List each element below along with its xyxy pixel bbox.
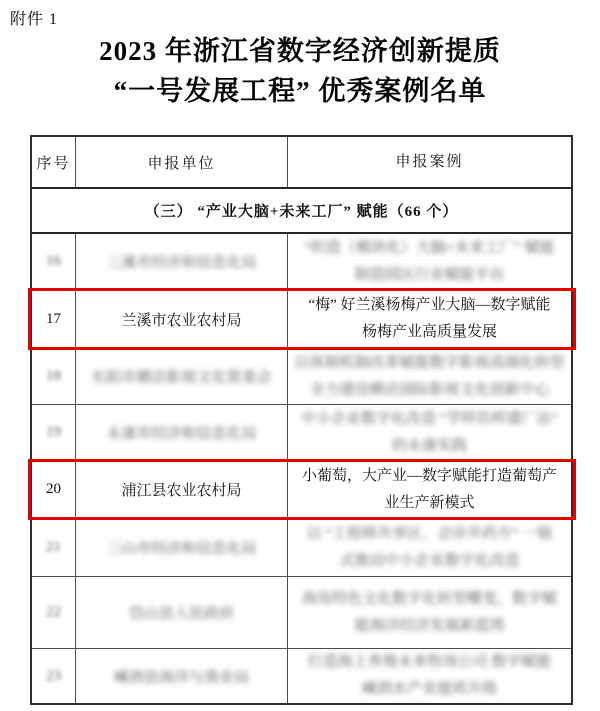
table-row-17-highlighted xyxy=(32,290,571,349)
case-line-2: 业生产新模式 xyxy=(384,494,475,511)
row-number: 21 xyxy=(32,519,76,576)
case-line-1: 打造海上养殖未来牧场公司 数字赋能 xyxy=(307,654,552,670)
document-title xyxy=(0,31,600,111)
table-row-21 xyxy=(32,519,571,577)
table-row-23 xyxy=(32,649,571,703)
row-number: 16 xyxy=(32,234,76,289)
row-unit: 兰溪市农业农村局 xyxy=(76,290,288,348)
header-case: 申报案例 xyxy=(395,153,464,170)
case-line-2: 杨梅产业高质量发展 xyxy=(361,324,497,340)
section-header-label: （三） “产业大脑+未来工厂” 赋能（66 个） xyxy=(144,204,459,220)
case-line-2: 全力建设横店国际影视文化创新中心 xyxy=(309,381,550,398)
row-number: 17 xyxy=(32,290,76,348)
row-number: 20 xyxy=(32,461,76,518)
row-case xyxy=(288,649,571,703)
row-unit: 东阳市横店影视文化管委会 xyxy=(76,349,288,404)
cases-table xyxy=(30,135,573,705)
row-case xyxy=(288,519,571,576)
row-number: 23 xyxy=(32,649,76,703)
case-line-1: 海岛特色文化数字化转型蝶变，数字赋 xyxy=(301,590,557,607)
row-number: 22 xyxy=(32,577,76,648)
case-line-1: 中小企业数字化改造 “学样仿样建厂法” xyxy=(300,410,559,427)
title-line-1: 2023 年浙江省数字经济创新提质 xyxy=(99,36,501,66)
row-unit: 三溪市经济和信息化局 xyxy=(76,234,288,289)
row-unit: 三山市经济和信息化局 xyxy=(76,519,288,576)
table-row-22 xyxy=(32,577,571,649)
row-case xyxy=(288,234,571,289)
table-row-18 xyxy=(32,349,571,405)
case-line-1: 小葡萄，大产业—数字赋能打造葡萄产 xyxy=(301,467,557,484)
attachment-label: 附件 1 xyxy=(10,11,59,28)
row-case xyxy=(288,461,571,518)
case-line-1: 以体制机制改革赋能数字影视高端化转型 xyxy=(294,354,565,371)
case-line-2: 嵊泗水产业提质升级 xyxy=(361,681,497,697)
header-no: 序号 xyxy=(32,137,76,187)
row-case xyxy=(288,290,571,348)
table-header-row xyxy=(32,137,571,189)
case-line-1: 以 “工程师共享区、会诊开药方” 一链 xyxy=(306,525,553,542)
table-row-16 xyxy=(32,234,571,290)
row-number: 18 xyxy=(32,349,76,404)
title-line-2: “一号发展工程” 优秀案例名单 xyxy=(113,76,487,106)
row-unit: 岱山县人民政府 xyxy=(76,577,288,648)
case-line-2: 制造园区行业赋能平台 xyxy=(354,266,505,283)
case-line-2: 能海洋经济发展新蓝图 xyxy=(354,617,505,634)
case-line-1: “织造（模块化）大脑+未来工厂” 赋能 xyxy=(304,239,555,256)
section-header-row xyxy=(32,189,571,234)
table-row-20-highlighted xyxy=(32,461,571,519)
row-case xyxy=(288,577,571,648)
row-number: 19 xyxy=(32,405,76,460)
row-case xyxy=(288,349,571,404)
case-line-2: 的永康实践 xyxy=(391,437,467,454)
row-unit: 嵊泗县海洋与渔业局 xyxy=(76,649,288,703)
case-line-1: “梅” 好兰溪杨梅产业大脑—数字赋能 xyxy=(308,297,551,313)
row-unit: 浦江县农业农村局 xyxy=(76,461,288,518)
row-case xyxy=(288,405,571,460)
header-unit: 申报单位 xyxy=(76,137,288,187)
row-unit: 永康市经济和信息化局 xyxy=(76,405,288,460)
case-line-2: 式推动中小企业数字化改造 xyxy=(339,552,520,569)
table-row-19 xyxy=(32,405,571,461)
